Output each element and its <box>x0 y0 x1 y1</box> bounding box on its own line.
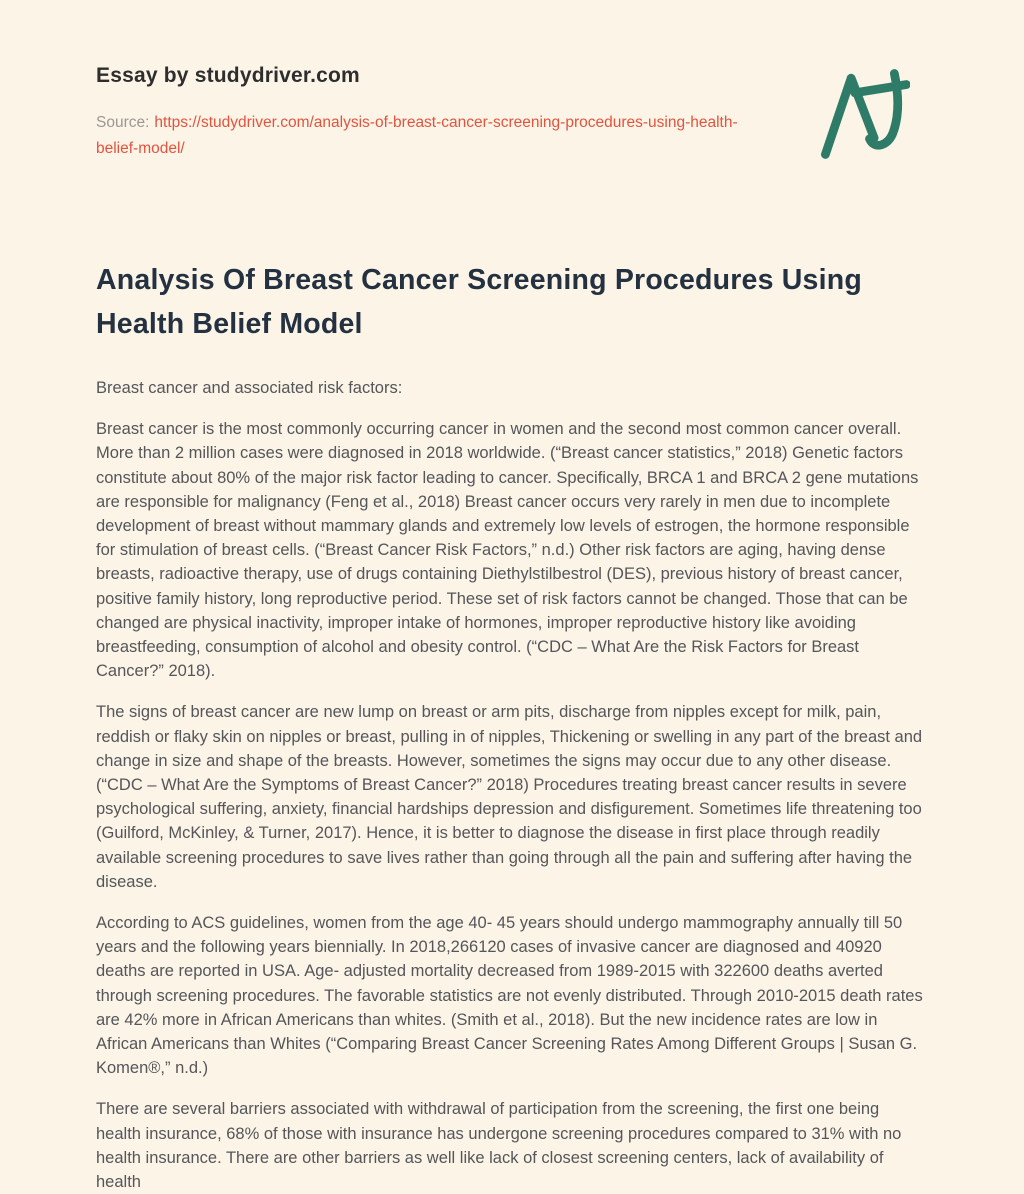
essay-title: Analysis Of Breast Cancer Screening Procedures Using Health Belief Model <box>96 264 862 340</box>
paragraph-barriers: There are several barriers associated with withdrawal of participation from the screening, the first one being health insurance, 68% of those with insurance has undergone screening procedures compared to 31% with no health insurance. There are other barriers as well like lack of closest screening centers, lack of availability of health <box>96 1100 902 1192</box>
logo-svg <box>818 66 910 162</box>
page-header <box>96 58 928 162</box>
paragraph-acs-guidelines: According to ACS guidelines, women from the age 40- 45 years should undergo mammography annually till 50 years and the following years biennially. In 2018,266120 cases of invasive cancer are diagnosed and 40920 deaths are reported in USA. Age- adjusted mortality decreased from 1989-2015 with 322600 deaths averted through screening procedures. The favorable statistics are not evenly distributed. Through 2010-2015 death rates are 42% more in African Americans than whites. (Smith et al., 2018). But the new incidence rates are low in African Americans than Whites (“Comparing Breast Cancer Screening Rates Among Different Groups | Susan G. Komen®,” n.d.) <box>96 914 923 1078</box>
paragraph-risk-factors: Breast cancer is the most commonly occurring cancer in women and the second most common cancer overall. More than 2 million cases were diagnosed in 2018 worldwide. (“Breast cancer statistics,” 2018) Genetic factors constitute about 80% of the major risk factor leading to cancer. Specifically, BRCA 1 and BRCA 2 gene mutations are responsible for malignancy (Feng et al., 2018) Breast cancer occurs very rarely in men due to incomplete development of breast without mammary glands and extremely low levels of estrogen, the hormone responsible for stimulation of breast cells. (“Breast Cancer Risk Factors,” n.d.) Other risk factors are aging, having dense breasts, radioactive therapy, use of drugs containing Diethylstilbestrol (DES), previous history of breast cancer, positive family history, long reproductive period. These set of risk factors cannot be changed. Those that can be changed are physical inactivity, improper intake of hormones, improper reproductive history like avoiding breastfeeding, consumption of alcohol and obesity control. (“CDC – What Are the Risk Factors for Breast Cancer?” 2018). <box>96 420 919 681</box>
source-label: Source: <box>96 114 150 131</box>
paragraph-signs: The signs of breast cancer are new lump on breast or arm pits, discharge from nipples except for milk, pain, reddish or flaky skin on nipples or breast, pulling in of nipples, Thickening or swelling in any part of the breast and change in size and shape of the breasts. However, sometimes the signs may occur due to any other disease. (“CDC – What Are the Symptoms of Breast Cancer?” 2018) Procedures treating breast cancer results in severe psychological suffering, anxiety, financial hardships depression and disfigurement. Sometimes life threatening too (Guilford, McKinley, & Turner, 2017). Hence, it is better to diagnose the disease in first place through readily available screening procedures to save lives rather than going through all the pain and suffering after having the disease. <box>96 703 923 891</box>
studydriver-logo-icon <box>818 66 910 162</box>
paragraph-risk-factors-heading: Breast cancer and associated risk factors: <box>96 379 403 397</box>
header-text-block <box>96 58 746 162</box>
essay-body <box>96 376 928 1194</box>
source-line <box>96 110 746 162</box>
essay-content <box>96 258 928 1194</box>
source-url-link[interactable]: https://studydriver.com/analysis-of-breast-cancer-screening-procedures-using-health-belief-model/ <box>96 114 738 157</box>
essay-byline: Essay by studydriver.com <box>96 64 360 87</box>
